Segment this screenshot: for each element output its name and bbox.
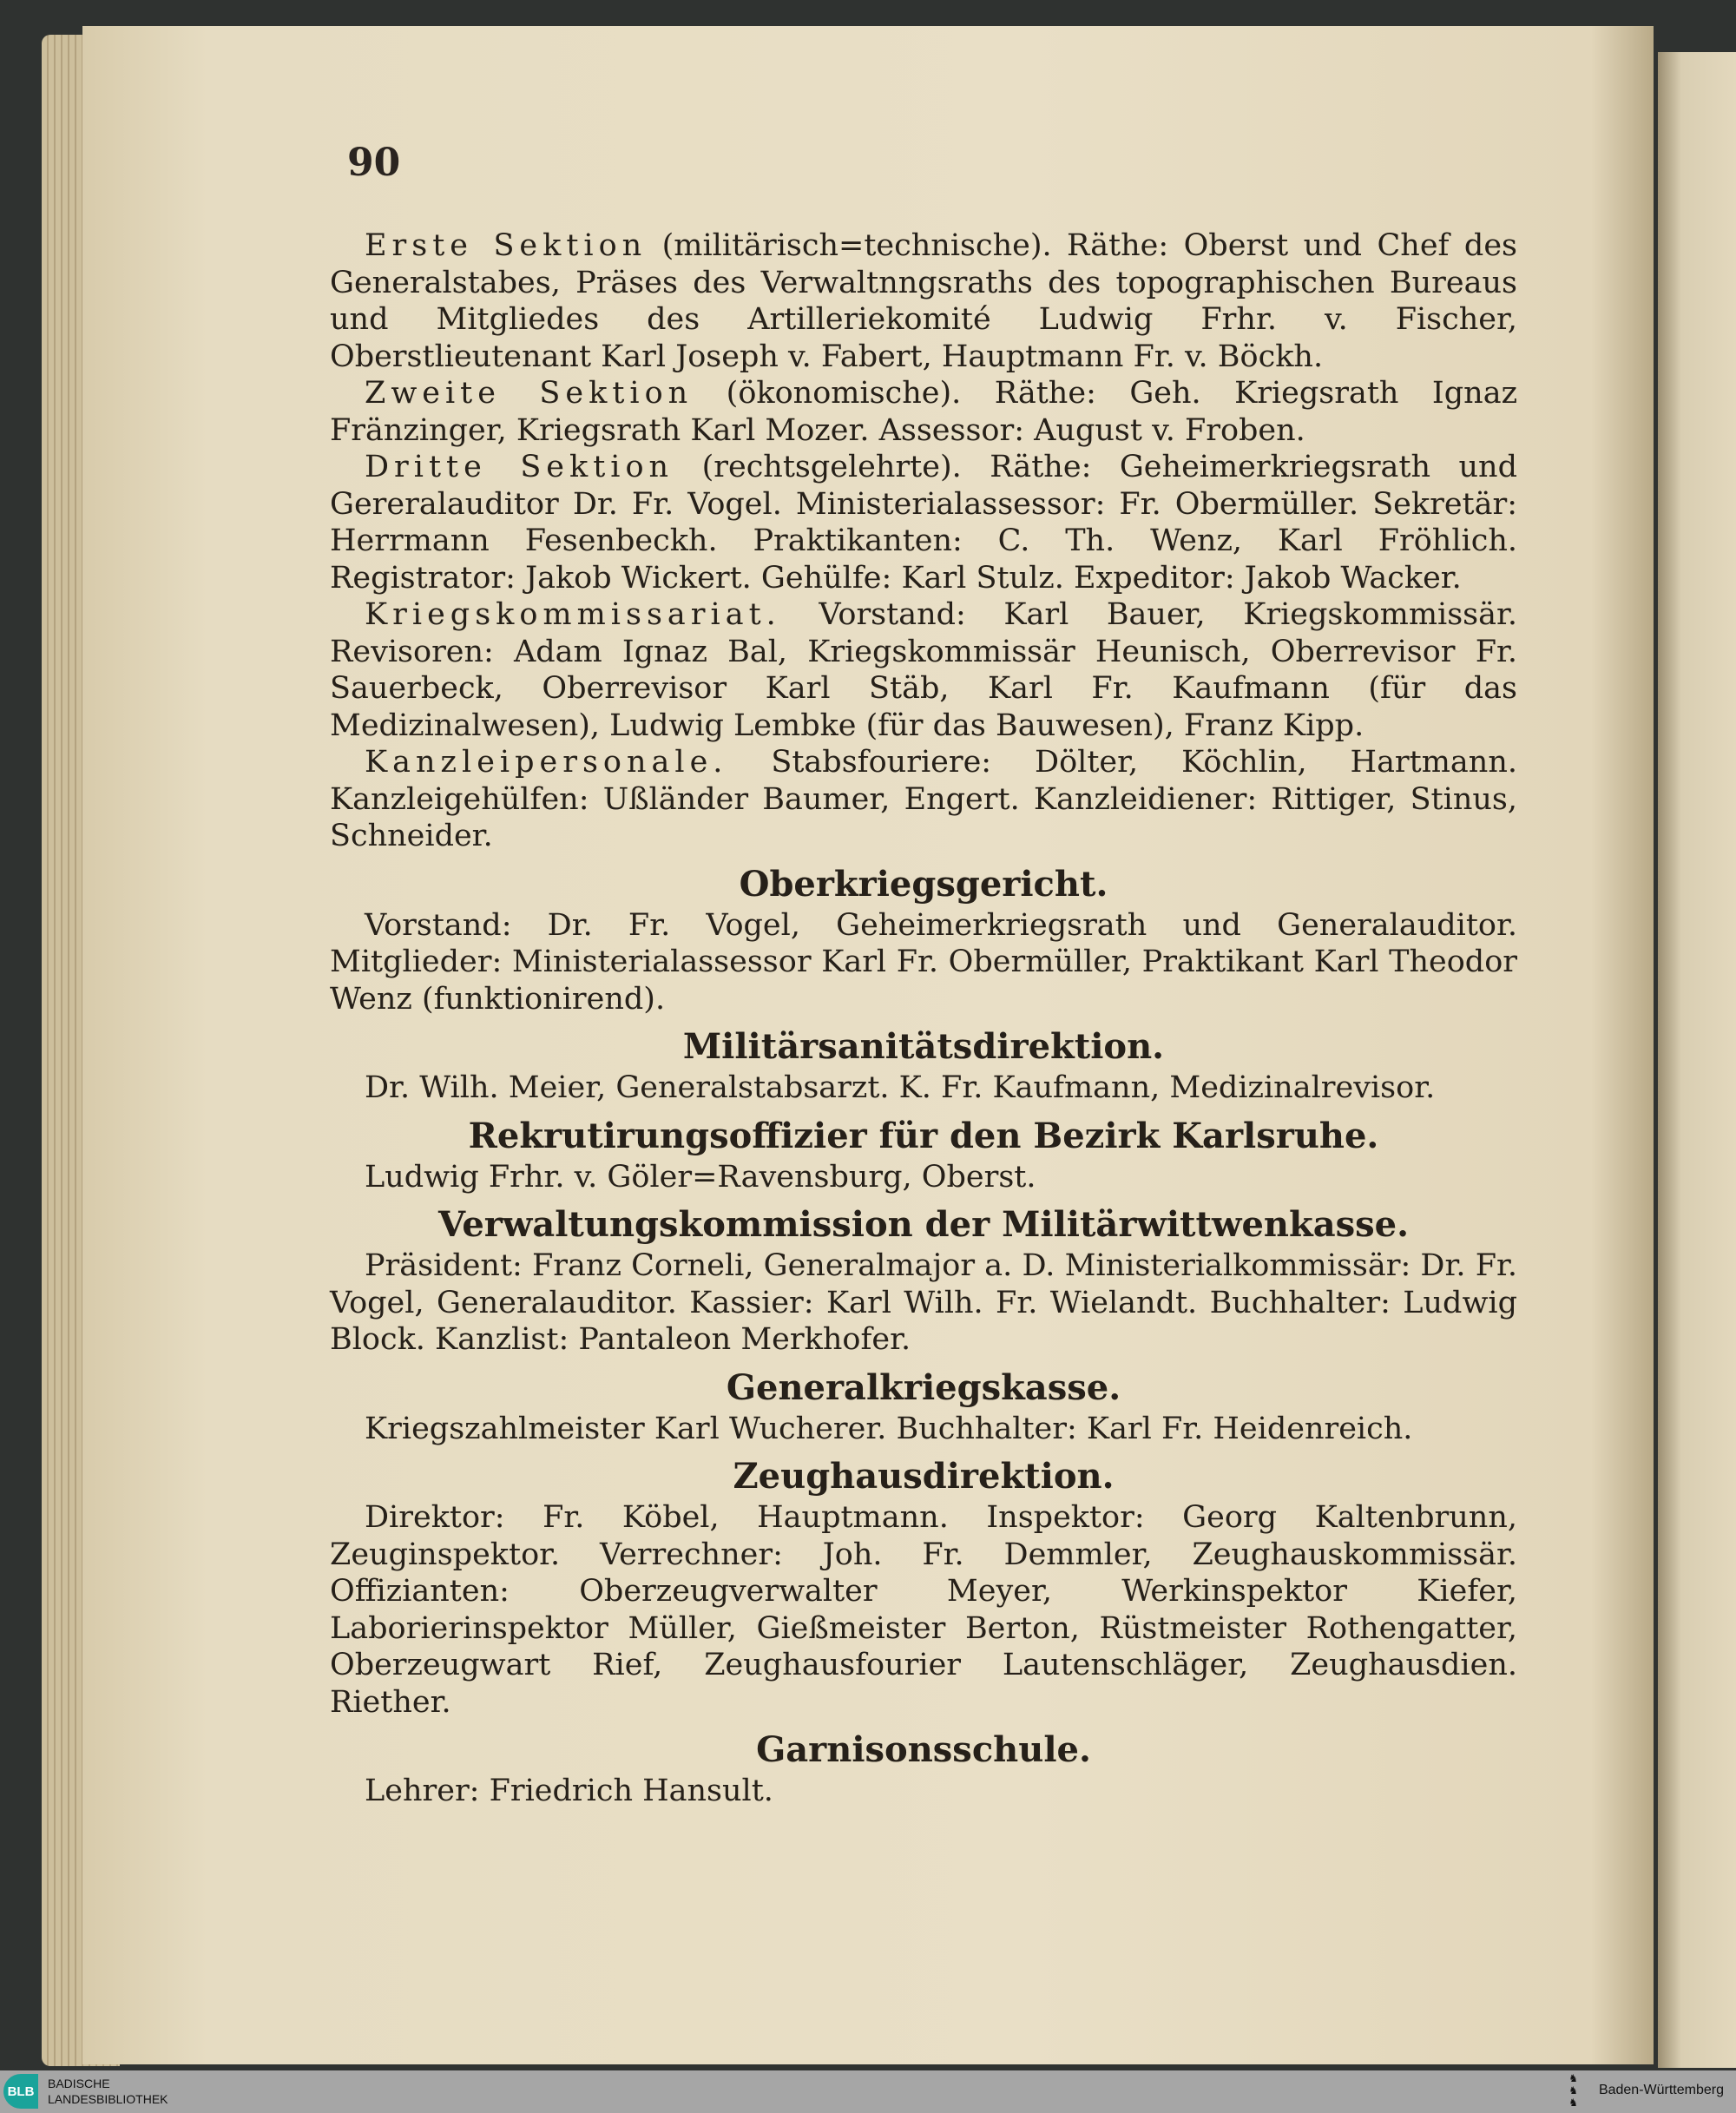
library-name bbox=[48, 2076, 168, 2107]
paragraph-body: Lehrer: Friedrich Hansult. bbox=[365, 1774, 773, 1808]
paragraph bbox=[330, 1159, 1517, 1196]
section-heading: Verwaltungskommission der Militärwittwenkasse. bbox=[437, 1204, 1410, 1245]
footer-bar bbox=[0, 2070, 1736, 2113]
paragraph-body: Ludwig Frhr. v. Göler=Ravensburg, Oberst. bbox=[365, 1159, 1036, 1195]
section-heading: Garnisonsschule. bbox=[756, 1729, 1091, 1770]
paragraph-lead: Zweite Sektion bbox=[365, 376, 694, 411]
paragraph-lead: Erste Sektion bbox=[365, 228, 648, 263]
library-name-line2: LANDESBIBLIOTHEK bbox=[48, 2092, 168, 2106]
page-text bbox=[330, 227, 1517, 1810]
paragraph-body: Stabsfouriere: Dölter, Köchlin, Hartmann. Kanzleigehülfen: Ußländer Baumer, Engert. Kanzleidiener: Rittiger, Stinus, Schneider. bbox=[330, 745, 1517, 853]
paragraph bbox=[330, 1411, 1517, 1448]
section-heading: Militärsanitätsdirektion. bbox=[682, 1026, 1165, 1067]
facing-page bbox=[1658, 52, 1736, 2068]
paragraph bbox=[330, 907, 1517, 1018]
page-number: 90 bbox=[347, 141, 401, 185]
paragraph-lead: Kanzleipersonale. bbox=[365, 745, 728, 780]
coat-of-arms-icon: ♞ ♞ ♞ bbox=[1568, 2072, 1578, 2109]
paragraph-body: Direktor: Fr. Köbel, Hauptmann. Inspektor: Georg Kaltenbrunn, Zeuginspektor. Verrechner: Joh. Fr. Demmler, Zeughauskommissär. Offizianten: Oberzeugverwalter Meyer, Werkinspektor Kiefer, Laborierinspektor Müller, Gießmeister Berton, Rüstmeister Rothengatter, Oberzeugwart Rief, Zeughausfourier Lautenschläger, Zeughausdien. Riether. bbox=[330, 1500, 1517, 1720]
paragraph bbox=[330, 1247, 1517, 1359]
paragraph-body: Vorstand: Karl Bauer, Kriegskommissär. Revisoren: Adam Ignaz Bal, Kriegskommissär Heunisch, Oberrevisor Fr. Sauerbeck, Oberrevisor Karl Stäb, Karl Fr. Kaufmann (für das Medizinalwesen), Ludwig Lembke (für das Bauwesen), Franz Kipp. bbox=[330, 597, 1517, 743]
paragraph-body: (rechtsgelehrte). Räthe: Geheimerkriegsrath und Gereralauditor Dr. Fr. Vogel. Ministerialassessor: Fr. Obermüller. Sekretär: Herrmann Fesenbeckh. Praktikanten: C. Th. Wenz, Karl Fröhlich. Registrator: Jakob Wickert. Gehülfe: Karl Stulz. Expeditor: Jakob Wacker. bbox=[330, 450, 1518, 596]
paragraph-body: (ökonomische). Räthe: Geh. Kriegsrath Ignaz Fränzinger, Kriegsrath Karl Mozer. Assessor: August v. Froben. bbox=[330, 376, 1518, 448]
paragraph bbox=[330, 227, 1517, 375]
state-logo[interactable]: Baden-Württemberg bbox=[1598, 2083, 1724, 2097]
library-name-line1: BADISCHE bbox=[48, 2077, 110, 2090]
paragraph-body: Kriegszahlmeister Karl Wucherer. Buchhalter: Karl Fr. Heidenreich. bbox=[365, 1411, 1413, 1446]
paragraph-lead: Dritte Sektion bbox=[365, 450, 674, 484]
section-heading: Oberkriegsgericht. bbox=[739, 863, 1108, 905]
paragraph-body: (militärisch=technische). Räthe: Oberst und Chef des Generalstabes, Präses des Verwaltnngsraths des topographischen Bureaus und Mitgliedes des Artilleriekomité Ludwig Frhr. v. Fischer, Oberstlieutenant Karl Joseph v. Fabert, Hauptmann Fr. v. Böckh. bbox=[330, 228, 1517, 374]
paragraph-body: Vorstand: Dr. Fr. Vogel, Geheimerkriegsrath und Generalauditor. Mitglieder: Ministerialassessor Karl Fr. Obermüller, Praktikant Karl Theodor Wenz (funktionirend). bbox=[330, 907, 1517, 1017]
paragraph bbox=[330, 596, 1517, 744]
paragraph-body: Präsident: Franz Corneli, Generalmajor a. D. Ministerialkommissär: Dr. Fr. Vogel, Generalauditor. Kassier: Karl Wilh. Fr. Wielandt. Buchhalter: Ludwig Block. Kanzlist: Pantaleon Merkhofer. bbox=[330, 1248, 1517, 1357]
section-heading: Rekrutirungsoffizier für den Bezirk Karlsruhe. bbox=[468, 1115, 1379, 1156]
paragraph bbox=[330, 1773, 1517, 1810]
paragraph bbox=[330, 375, 1517, 449]
paragraph-body: Dr. Wilh. Meier, Generalstabsarzt. K. Fr. Kaufmann, Medizinalrevisor. bbox=[365, 1070, 1436, 1105]
paragraph bbox=[330, 744, 1517, 855]
paragraph bbox=[330, 449, 1517, 596]
paragraph bbox=[330, 1070, 1517, 1107]
section-heading: Generalkriegskasse. bbox=[726, 1366, 1121, 1408]
paragraph bbox=[330, 1499, 1517, 1721]
blb-logo[interactable]: BLB bbox=[3, 2074, 38, 2109]
section-heading: Zeughausdirektion. bbox=[733, 1456, 1115, 1497]
paragraph-lead: Kriegskommissariat. bbox=[365, 597, 781, 632]
